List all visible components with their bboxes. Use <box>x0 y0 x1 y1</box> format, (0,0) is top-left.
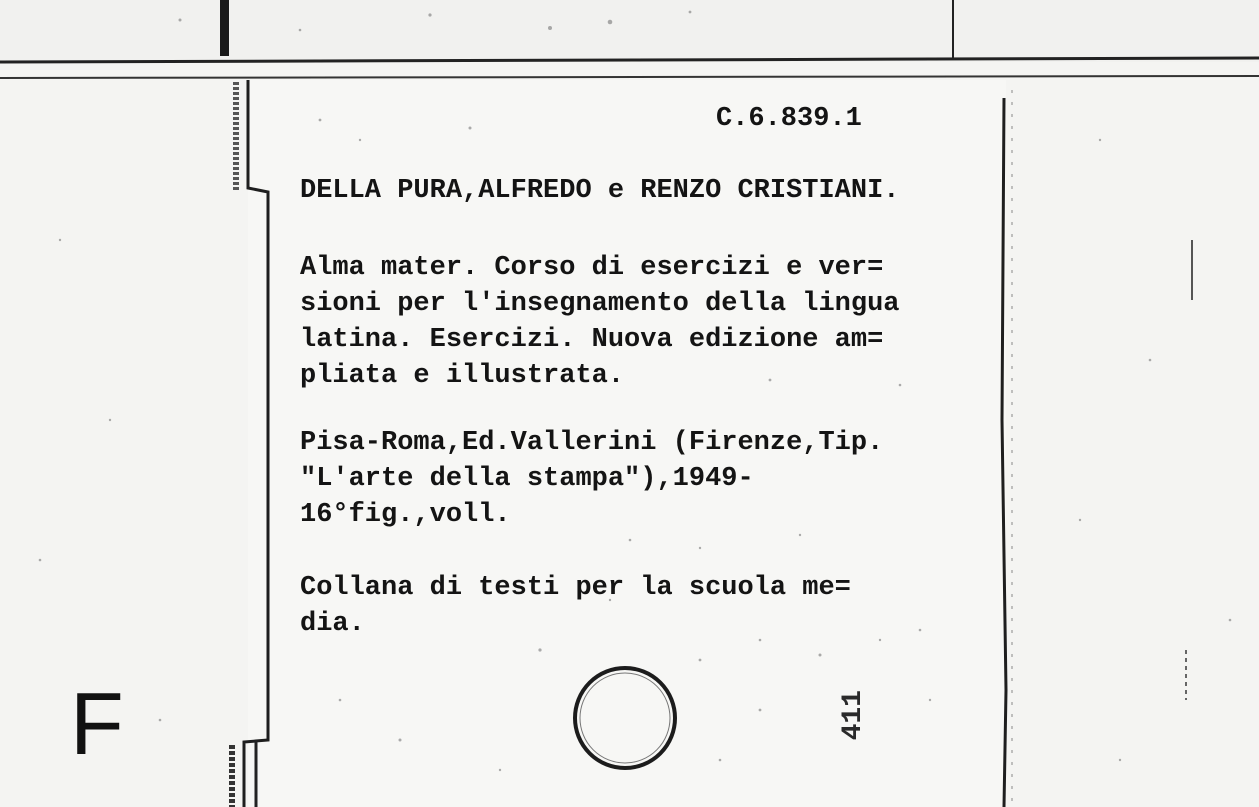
imprint-line: Pisa-Roma,Ed.Vallerini (Firenze,Tip. <box>300 428 884 458</box>
series-line: dia. <box>300 609 365 639</box>
title-line: Alma mater. Corso di esercizi e ver= <box>300 253 884 283</box>
imprint-line: "L'arte della stampa"),1949- <box>300 464 754 494</box>
title-line: latina. Esercizi. Nuova edizione am= <box>300 325 884 355</box>
title-line: pliata e illustrata. <box>300 361 625 391</box>
title-block <box>300 250 900 394</box>
stamp-number: 411 <box>838 690 869 741</box>
author-heading: DELLA PURA,ALFREDO e RENZO CRISTIANI. <box>300 176 900 206</box>
imprint-block <box>300 425 883 533</box>
title-line: sioni per l'insegnamento della lingua <box>300 289 900 319</box>
imprint-line: 16°fig.,voll. <box>300 500 511 530</box>
series-block <box>300 570 851 642</box>
drawer-letter: F <box>70 674 124 773</box>
shelfmark: C.6.839.1 <box>716 104 862 134</box>
series-line: Collana di testi per la scuola me= <box>300 573 851 603</box>
